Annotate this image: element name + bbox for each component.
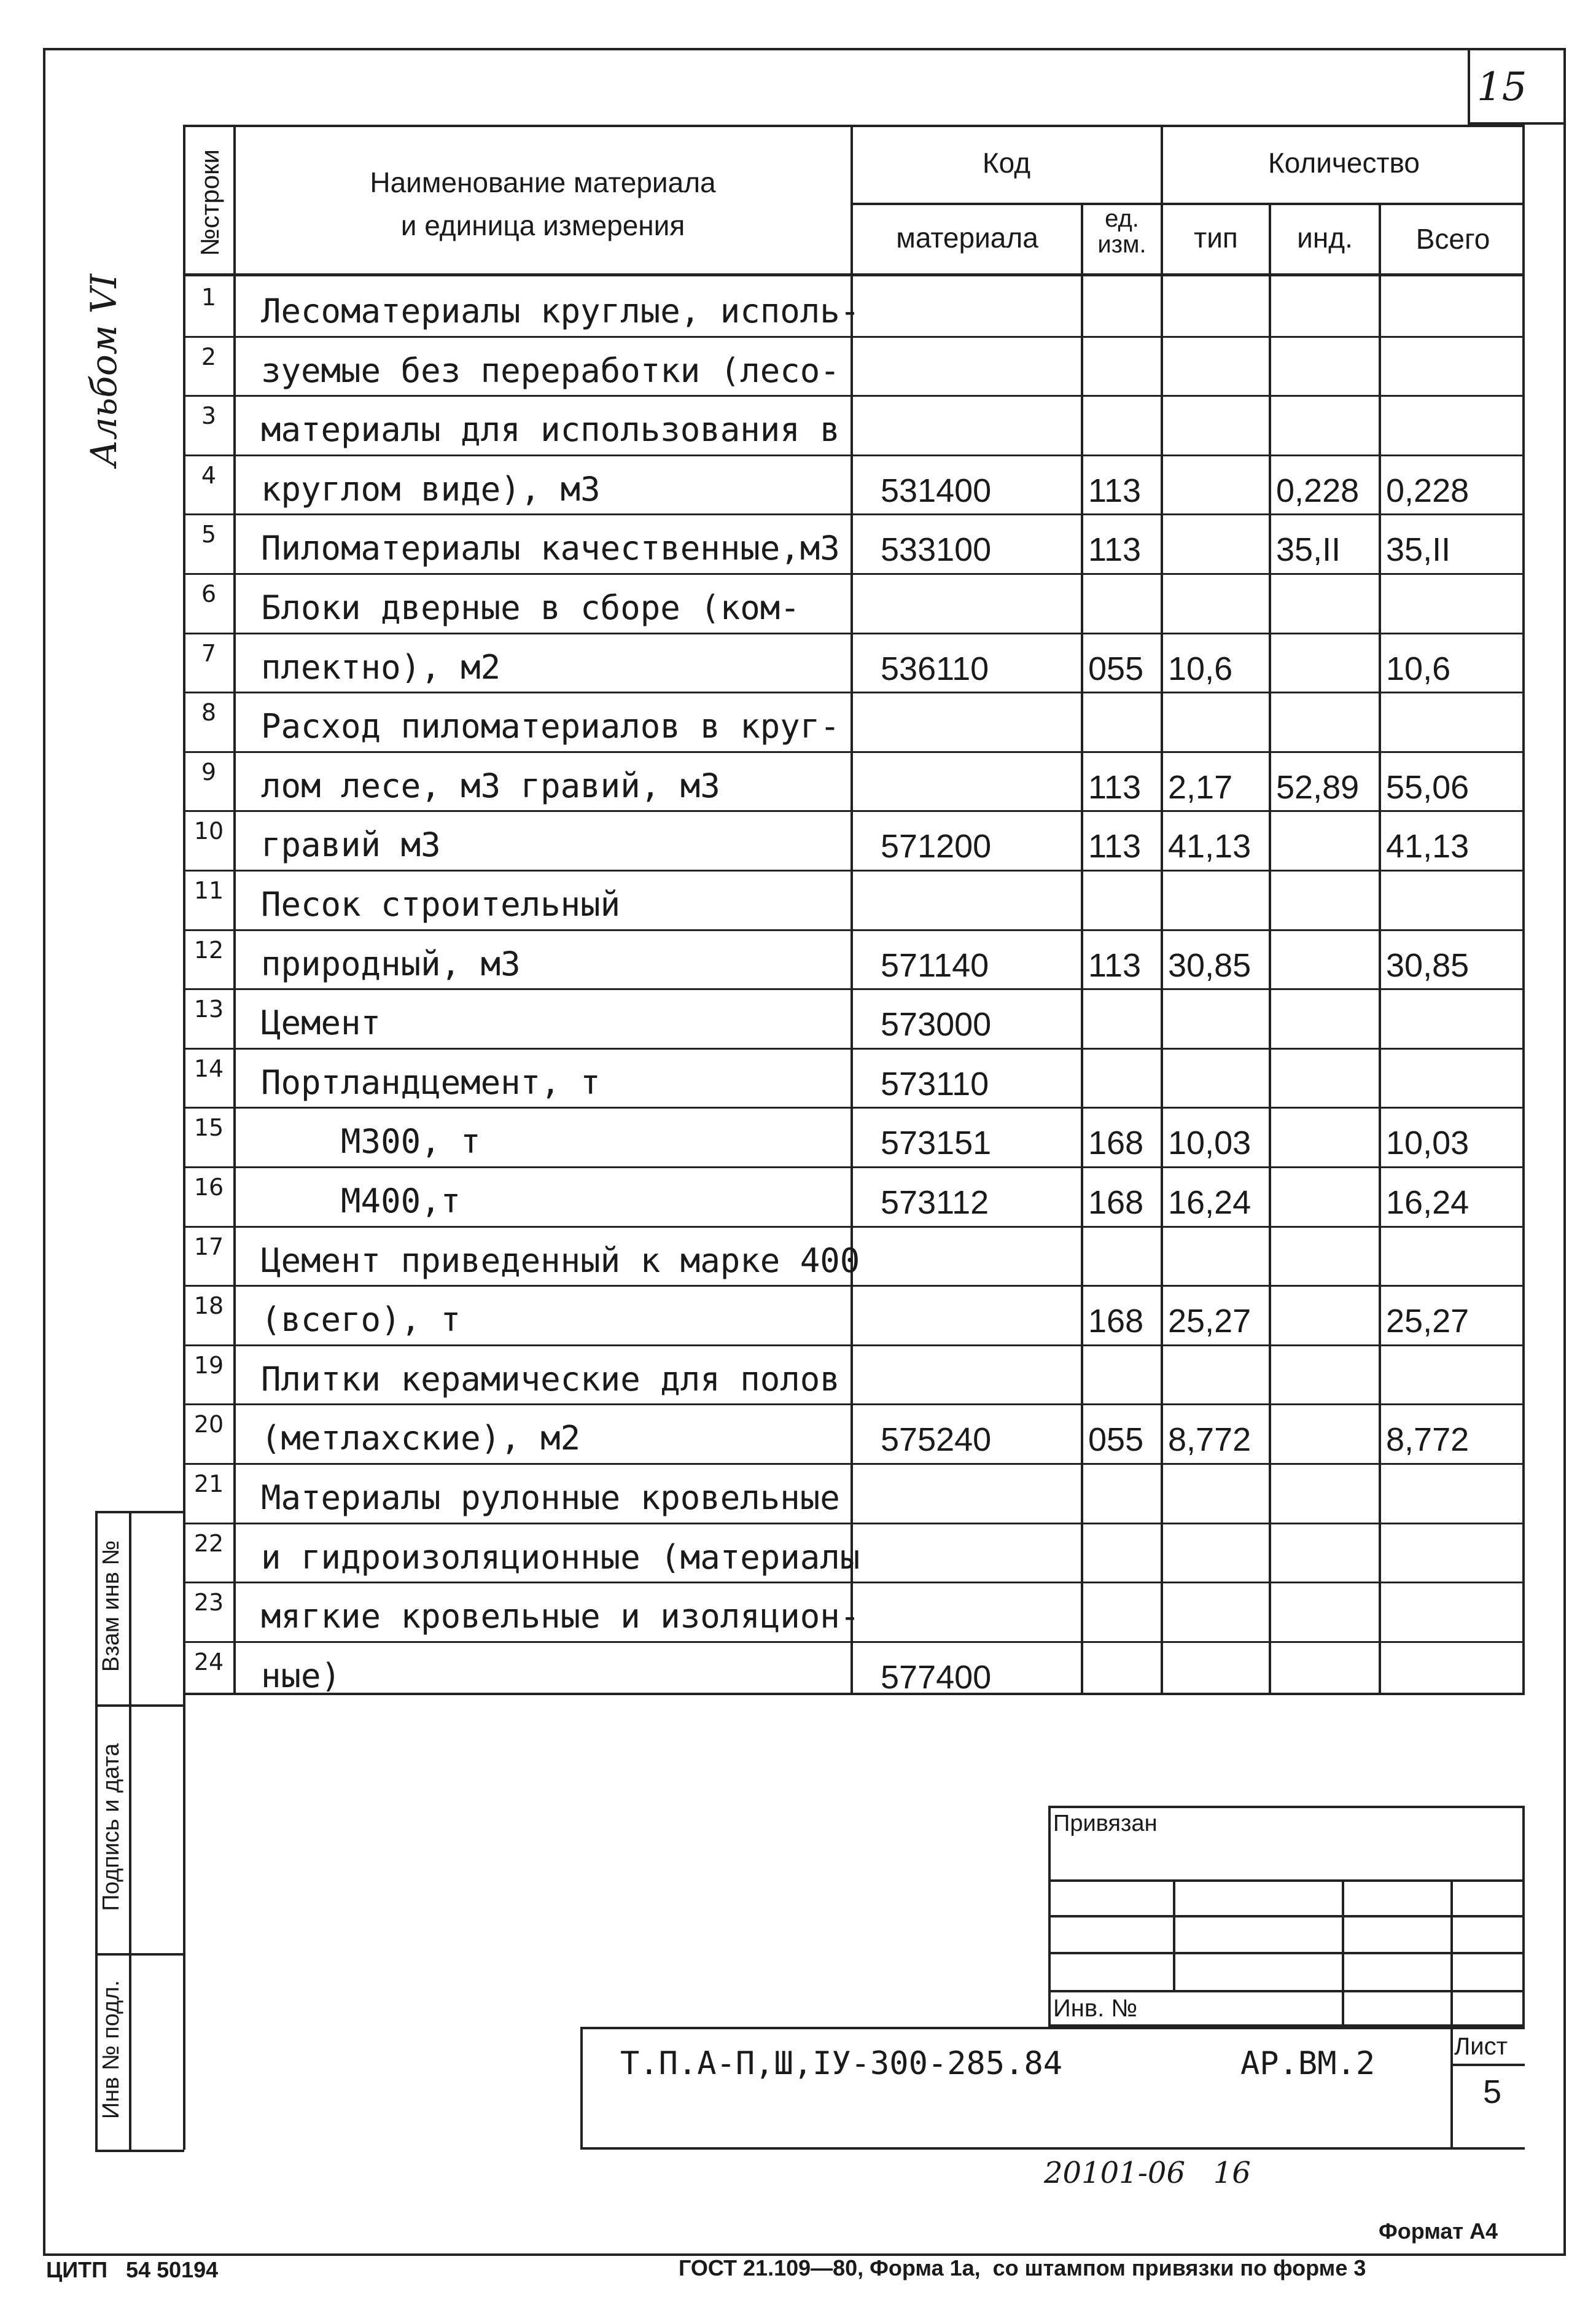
material-name: М400,т [261, 1182, 461, 1220]
stamp-line [1048, 1990, 1525, 1992]
cell-code: 573112 [881, 1184, 989, 1221]
inv-podl-label: Инв № подл. [98, 1980, 124, 2120]
row-line [183, 1403, 1525, 1405]
row-line [183, 1285, 1525, 1287]
name-header-line1: Наименование материала [370, 166, 716, 198]
material-name: М300, т [261, 1122, 481, 1161]
side-stamp-line [95, 1704, 184, 1707]
material-name: зуемые без переработки (лесо- [261, 351, 840, 390]
cell-unit: 113 [1088, 472, 1142, 509]
material-name: мягкие кровельные и изоляцион- [261, 1597, 860, 1636]
cell-code: 575240 [881, 1421, 992, 1459]
row-number: 17 [193, 1233, 224, 1260]
corner-sheet-number: 15 [1477, 64, 1527, 110]
cell-tip: 30,85 [1168, 946, 1251, 984]
row-number-header: №строки [195, 149, 224, 256]
cell-code: 573110 [881, 1065, 989, 1102]
cell-unit: 055 [1088, 650, 1144, 687]
row-line [183, 1166, 1525, 1168]
material-name: лом лесе, м3 гравий, м3 [261, 766, 720, 805]
row-line [183, 870, 1525, 872]
material-name: Плитки керамические для полов [261, 1359, 840, 1398]
name-header-line2: и единица измерения [400, 209, 685, 241]
row-number: 21 [193, 1470, 224, 1497]
cell-unit: 168 [1088, 1303, 1144, 1340]
cell-tip: 10,03 [1168, 1125, 1251, 1162]
cell-tip: 25,27 [1168, 1303, 1251, 1340]
row-line [183, 1582, 1525, 1583]
left-column-line [183, 1695, 185, 2150]
row-line [183, 1641, 1525, 1643]
title-block-line [1450, 2064, 1525, 2066]
side-stamp-line [95, 1511, 98, 2150]
material-name: Цемент [261, 1004, 381, 1043]
cell-code: 571200 [881, 828, 992, 865]
title-block-line [1450, 2027, 1453, 2150]
row-number: 7 [201, 639, 217, 667]
row-line [183, 633, 1525, 634]
cell-total: 25,27 [1386, 1303, 1469, 1340]
row-line [183, 573, 1525, 575]
header-subline [851, 203, 1525, 205]
stamp-line [1173, 1879, 1175, 1990]
row-number: 22 [193, 1529, 224, 1557]
material-name: природный, м3 [261, 944, 521, 983]
row-number: 9 [201, 758, 217, 786]
row-number: 1 [201, 284, 217, 311]
material-name: Цемент приведенный к марке 400 [261, 1241, 860, 1280]
row-number: 14 [193, 1055, 224, 1082]
row-line [183, 454, 1525, 456]
album-label: Альбом VI [83, 273, 125, 467]
cell-ind: 0,228 [1276, 472, 1360, 509]
stamp-line [1048, 1915, 1525, 1917]
cell-code: 571140 [881, 946, 989, 984]
row-line [183, 1226, 1525, 1228]
handwritten-note: 20101-06 16 [1044, 2156, 1251, 2190]
material-name: материалы для использования в [261, 410, 840, 450]
cell-total: 16,24 [1386, 1184, 1469, 1221]
row-line [183, 1463, 1525, 1465]
list-number: 5 [1483, 2073, 1502, 2110]
cell-ind: 52,89 [1276, 768, 1360, 806]
row-line [183, 751, 1525, 753]
stamp-line [1342, 1879, 1344, 2027]
col-line [1269, 203, 1271, 1695]
org-code: ЦИТП 54 50194 [46, 2257, 219, 2282]
material-name: круглом виде), м3 [261, 469, 601, 509]
gost-label: ГОСТ 21.109—80, Форма 1а, со штампом привязки по форме 3 [679, 2255, 1366, 2280]
row-number: 13 [193, 996, 224, 1023]
cell-ind: 35,II [1276, 531, 1341, 569]
side-stamp-line [95, 1511, 184, 1513]
code-header: Код [982, 147, 1031, 179]
cell-tip: 16,24 [1168, 1184, 1251, 1221]
quantity-header: Количество [1267, 147, 1420, 179]
material-name: Лесоматериалы круглые, исполь- [261, 292, 860, 330]
row-number: 2 [201, 343, 217, 370]
col-line [1161, 125, 1163, 1695]
col-line [233, 125, 236, 1695]
list-label: Лист [1454, 2033, 1508, 2060]
qty-type-header: тип [1194, 222, 1238, 254]
cell-tip: 8,772 [1168, 1421, 1251, 1459]
header-bottom-line [183, 273, 1525, 276]
row-number: 15 [193, 1114, 224, 1142]
cell-total: 41,13 [1386, 828, 1469, 865]
cell-unit: 168 [1088, 1184, 1144, 1221]
row-line [183, 692, 1525, 693]
cell-total: 35,II [1386, 531, 1451, 569]
stamp-line [1048, 1879, 1525, 1882]
row-line [183, 1344, 1525, 1346]
row-number: 18 [193, 1292, 224, 1320]
code-unit-header: ед. изм. [1097, 205, 1146, 258]
privyazan-label: Привязан [1053, 1811, 1158, 1836]
document-code: Т.П.А-П,Ш,IУ-300-285.84 [620, 2045, 1063, 2082]
side-stamp-line [129, 1511, 131, 2150]
row-line [183, 988, 1525, 990]
cell-code: 573000 [881, 1006, 992, 1043]
material-name: Материалы рулонные кровельные [261, 1478, 840, 1517]
row-number: 19 [193, 1351, 224, 1379]
side-stamp-line [95, 2150, 184, 2152]
material-name: Расход пиломатериалов в круг- [261, 707, 840, 746]
title-block-line [580, 2147, 1525, 2150]
material-name: Блоки дверные в сборе (ком- [261, 588, 800, 627]
row-number: 10 [193, 817, 224, 845]
row-number: 12 [193, 936, 224, 964]
cell-unit: 113 [1088, 531, 1142, 569]
material-name: плектно), м2 [261, 647, 501, 687]
cell-code: 577400 [881, 1658, 992, 1696]
cell-tip: 10,6 [1168, 650, 1233, 687]
row-line [183, 1523, 1525, 1524]
row-number: 24 [193, 1648, 224, 1675]
row-number: 3 [201, 402, 217, 430]
cell-unit: 113 [1088, 768, 1142, 806]
row-number: 4 [201, 461, 217, 489]
row-number: 5 [201, 521, 217, 548]
cell-unit: 113 [1088, 946, 1142, 984]
row-line [183, 513, 1525, 515]
stamp-line [1450, 1879, 1453, 2027]
material-name: ные) [261, 1656, 341, 1695]
row-line [183, 1107, 1525, 1109]
qty-total-header: Всего [1415, 223, 1490, 255]
material-name: и гидроизоляционные (материалы [261, 1537, 860, 1577]
row-number: 23 [193, 1589, 224, 1617]
row-number: 6 [201, 580, 217, 607]
cell-unit: 055 [1088, 1421, 1144, 1459]
format-label: Формат А4 [1379, 2218, 1498, 2244]
col-line [1379, 203, 1381, 1695]
cell-total: 10,03 [1386, 1125, 1469, 1162]
cell-tip: 41,13 [1168, 828, 1251, 865]
cell-code: 536110 [881, 650, 989, 687]
material-name: Портландцемент, т [261, 1063, 601, 1102]
cell-unit: 168 [1088, 1125, 1144, 1162]
cell-code: 573151 [881, 1125, 992, 1162]
row-line [183, 395, 1525, 397]
cell-total: 0,228 [1386, 472, 1469, 509]
row-number: 11 [193, 877, 224, 904]
cell-total: 30,85 [1386, 946, 1469, 984]
qty-ind-header: инд. [1297, 222, 1353, 254]
row-number: 8 [201, 699, 217, 727]
material-name: (метлахские), м2 [261, 1419, 581, 1458]
row-line [183, 810, 1525, 812]
row-line [183, 929, 1525, 931]
podpis-data-label: Подпись и дата [98, 1743, 124, 1911]
cell-total: 10,6 [1386, 650, 1451, 687]
code-material-header: материала [896, 222, 1038, 254]
stamp-line [1048, 1952, 1525, 1954]
cell-total: 8,772 [1386, 1421, 1469, 1459]
cell-unit: 113 [1088, 828, 1142, 865]
cell-tip: 2,17 [1168, 768, 1233, 806]
row-line [183, 1048, 1525, 1050]
cell-code: 531400 [881, 472, 992, 509]
sheet-code: АР.ВМ.2 [1240, 2045, 1376, 2082]
vzam-inv-label: Взам инв № [98, 1540, 124, 1672]
material-name: гравий м3 [261, 825, 441, 865]
col-line [851, 125, 853, 1695]
material-name: Песок строительный [261, 885, 621, 924]
row-number: 16 [193, 1174, 224, 1201]
material-name: Пиломатериалы качественные,м3 [261, 529, 840, 568]
row-number: 20 [193, 1411, 224, 1438]
material-name: (всего), т [261, 1300, 461, 1340]
cell-code: 533100 [881, 531, 992, 569]
cell-total: 55,06 [1386, 768, 1469, 806]
inv-number-label: Инв. № [1053, 1995, 1138, 2022]
row-line [183, 336, 1525, 338]
